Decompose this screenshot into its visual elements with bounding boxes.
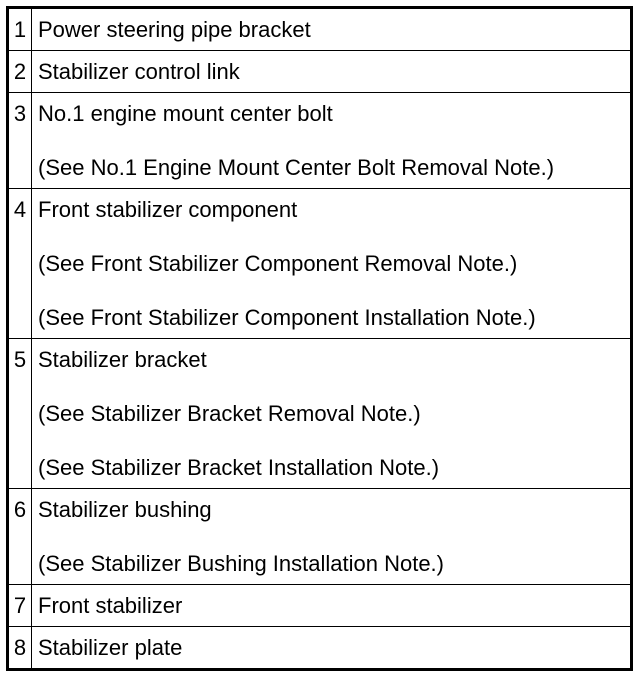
item-number: 7: [8, 585, 32, 627]
item-name: Stabilizer control link: [38, 59, 240, 84]
item-note: (See Stabilizer Bushing Installation Note.): [38, 551, 444, 576]
table-row: [8, 627, 632, 670]
item-description: [32, 189, 632, 339]
item-description: [32, 93, 632, 189]
item-number: 4: [8, 189, 32, 339]
item-description: [32, 585, 632, 627]
item-name: Front stabilizer: [38, 593, 183, 618]
item-name: Power steering pipe bracket: [38, 17, 311, 42]
item-name: Front stabilizer component: [38, 197, 298, 222]
item-note: (See Stabilizer Bracket Installation Note.): [38, 455, 440, 480]
item-name: No.1 engine mount center bolt: [38, 101, 333, 126]
item-description: [32, 51, 632, 93]
table-row: [8, 489, 632, 585]
parts-table: [6, 6, 633, 671]
item-description: [32, 627, 632, 670]
table-row: [8, 585, 632, 627]
table-row: [8, 93, 632, 189]
item-number: 5: [8, 339, 32, 489]
item-number: 2: [8, 51, 32, 93]
item-name: Stabilizer bushing: [38, 497, 212, 522]
table-row: [8, 51, 632, 93]
item-description: [32, 339, 632, 489]
item-number: 8: [8, 627, 32, 670]
item-note: (See Stabilizer Bracket Removal Note.): [38, 401, 421, 426]
item-note: (See No.1 Engine Mount Center Bolt Removal Note.): [38, 155, 555, 180]
item-description: [32, 489, 632, 585]
item-number: 3: [8, 93, 32, 189]
table-row: [8, 8, 632, 51]
table-row: [8, 339, 632, 489]
item-note: (See Front Stabilizer Component Removal Note.): [38, 251, 518, 276]
item-name: Stabilizer plate: [38, 635, 183, 660]
item-name: Stabilizer bracket: [38, 347, 207, 372]
item-number: 6: [8, 489, 32, 585]
item-description: [32, 8, 632, 51]
table-row: [8, 189, 632, 339]
item-note: (See Front Stabilizer Component Installation Note.): [38, 305, 536, 330]
item-number: 1: [8, 8, 32, 51]
